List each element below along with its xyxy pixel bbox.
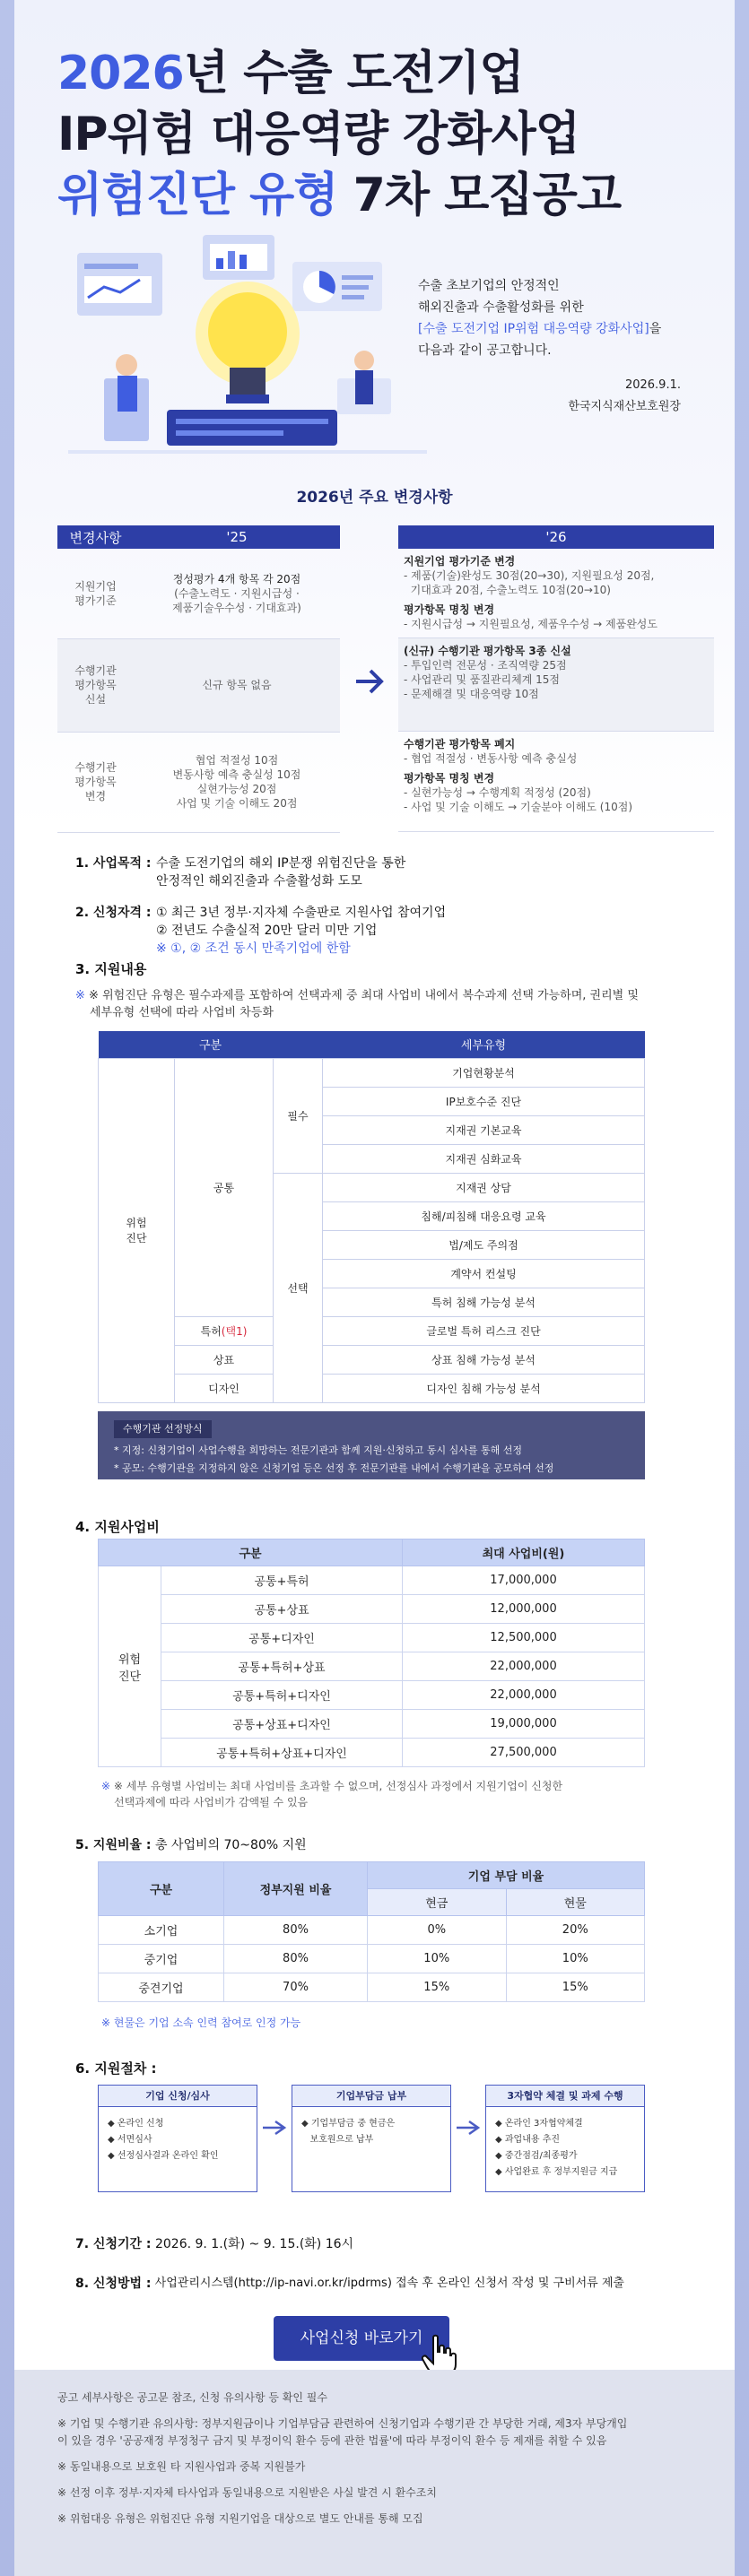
- new-line: - 사업 및 기술 이해도 → 기술분야 이해도 (10점): [404, 801, 633, 813]
- old-line: 정성평가 4개 항목 각 20점: [172, 572, 301, 585]
- eligibility-line: ① 최근 3년 정부·지자체 수출판로 지원사업 참여기업: [156, 906, 447, 920]
- section-key: 1. 사업목적 :: [75, 856, 152, 871]
- footer-line: ※ 동일내용으로 보호원 타 지원사업과 중복 지원불가: [57, 2460, 306, 2473]
- old-row-content: [134, 732, 340, 832]
- new-block-title: 지원기업 평가기준 변경: [404, 555, 516, 568]
- method-row: [75, 2275, 624, 2293]
- step-title: 기업부담금 납부: [292, 2086, 450, 2107]
- risk-diagnosis-cell: 위험 진단: [99, 1058, 175, 1402]
- step-item: ◆ 온라인 신청: [108, 2119, 164, 2129]
- footer-notes: [14, 2370, 735, 2576]
- budget-type: 공통+특허+상표: [161, 1652, 403, 1681]
- headline-type: 위험진단 유형: [57, 169, 338, 222]
- changes-new-table: [398, 525, 714, 832]
- select-cell: 선택: [274, 1173, 323, 1402]
- purpose-row: [75, 854, 405, 890]
- support-types-table: [98, 1031, 645, 1403]
- company-size: 소기업: [99, 1916, 224, 1945]
- old-row-label: 수행기관 평가항목 변경: [57, 732, 134, 832]
- in-kind-ratio: 15%: [506, 1973, 645, 2002]
- th-category: 구분: [99, 1862, 224, 1916]
- headline-year: 2026: [57, 47, 184, 100]
- headline-line-3: [57, 165, 621, 226]
- gov-ratio: 80%: [224, 1916, 368, 1945]
- new-line: - 투입인력 전문성 · 조직역량 25점: [404, 659, 567, 672]
- common-cell: 공통: [175, 1058, 274, 1316]
- selection-method-box: [98, 1411, 645, 1479]
- section-eligibility: [75, 904, 446, 958]
- intro-line-2: 해외진출과 수출활성화를 위한: [418, 300, 584, 315]
- section-purpose: [75, 854, 405, 890]
- old-line: 사업 및 기술 이해도 20점: [176, 797, 298, 810]
- section-support-content: [75, 959, 639, 1021]
- subtype-cell: 지재권 상담: [323, 1173, 645, 1201]
- subtype-cell: 침해/피침해 대응요령 교육: [323, 1201, 645, 1230]
- intro-line-3-rest: 을: [649, 322, 662, 336]
- in-kind-ratio: 20%: [506, 1916, 645, 1945]
- th-category: 구분: [99, 1540, 403, 1566]
- section-title: 4. 지원사업비: [75, 1519, 160, 1535]
- subtype-cell: IP보호수준 진단: [323, 1087, 645, 1115]
- budget-amount: 22,000,000: [403, 1681, 645, 1710]
- old-line: 신규 항목 없음: [202, 679, 272, 691]
- intro-text: [418, 275, 723, 361]
- ratio-row: [75, 1836, 307, 1854]
- section-method: [75, 2275, 624, 2293]
- budget-amount: 19,000,000: [403, 1710, 645, 1739]
- th-max-budget: 최대 사업비(원): [403, 1540, 645, 1566]
- budget-note-line-1: ※ ※ 세부 유형별 사업비는 최대 사업비를 초과할 수 없으며, 선정심사 과정에서 지원기업이 신청한: [101, 1780, 563, 1792]
- method-value: 사업관리시스템(http://ip-navi.or.kr/ipdrms) 접속 후 온라인 신청서 작성 및 구비서류 제출: [154, 2277, 624, 2290]
- step-items: [292, 2107, 450, 2157]
- new-block: [398, 549, 714, 638]
- left-border: [0, 0, 14, 2576]
- footer-line: ※ 위험대응 유형은 위험진단 유형 지원기업을 대상으로 별도 안내를 통해 모집: [57, 2512, 423, 2525]
- new-line: - 실현가능성 → 수행계획 적정성 (20점): [404, 786, 591, 799]
- old-row-label: 지원기업 평가기준: [57, 549, 134, 638]
- cash-ratio: 15%: [368, 1973, 507, 2002]
- selection-method-line: * 지정: 신청기업이 사업수행을 희망하는 전문기관과 함께 지원·신청하고 동시 심사를 통해 선정: [114, 1444, 522, 1456]
- budget-amount: 17,000,000: [403, 1566, 645, 1595]
- period-row: [75, 2235, 353, 2253]
- patent-label: 특허: [200, 1324, 222, 1338]
- budget-type: 공통+특허: [161, 1566, 403, 1595]
- new-block: [398, 732, 714, 832]
- support-note-text: ※ 위험진단 유형은 필수과제를 포함하여 선택과제 중 최대 사업비 내에서 복수과제 선택 가능하며, 권리별 및: [89, 989, 639, 1002]
- eligibility-line: ② 전년도 수출실적 20만 달러 미만 기업: [156, 924, 378, 938]
- budget-type: 공통+상표: [161, 1595, 403, 1624]
- changes-title: 2026년 주요 변경사항: [296, 489, 453, 507]
- th-category: 구분: [99, 1031, 323, 1058]
- procedure-step: [485, 2085, 645, 2192]
- ratio-summary: 총 사업비의 70~80% 지원: [154, 1838, 307, 1852]
- th-subtype: 세부유형: [323, 1031, 645, 1058]
- budget-type: 공통+상표+디자인: [161, 1710, 403, 1739]
- new-line: - 지원시급성 → 지원필요성, 제품우수성 → 제품완성도: [404, 618, 658, 630]
- budget-note: [101, 1778, 649, 1810]
- new-block-title: 평가항목 명칭 변경: [404, 772, 495, 785]
- gov-ratio: 80%: [224, 1945, 368, 1973]
- eligibility-value: [156, 904, 446, 958]
- footer-line-part: ※ 기업 및 수행기관 유의사항: 정부지원금이나 기업부담금 관련하여 신청기업과 수행기관 간 부당한 거래, 제3자 부당개입: [57, 2417, 628, 2430]
- selection-method-line: * 공모: 수행기관을 지정하지 않은 신청기업 등은 선정 후 전문기관를 내에서 수행기관을 공모하여 선정: [114, 1462, 554, 1474]
- new-block-title: 수행기관 평가항목 폐지: [404, 738, 516, 750]
- th-gov-ratio: 정부지원 비율: [224, 1862, 368, 1916]
- company-size: 중기업: [99, 1945, 224, 1973]
- lightbulb-illustration: [68, 235, 427, 464]
- ratio-table: [98, 1861, 645, 2002]
- subtype-cell: 법/제도 주의점: [323, 1230, 645, 1259]
- section-key: 7. 신청기간 :: [75, 2237, 152, 2251]
- ratio-note: [101, 2015, 300, 2031]
- subtype-cell: 계약서 컨설팅: [323, 1259, 645, 1288]
- company-size: 중견기업: [99, 1973, 224, 2002]
- step-item: ◆ 기업부담금 중 현금은: [301, 2119, 396, 2129]
- step-item: ◆ 온라인 3자협약체결: [495, 2119, 583, 2129]
- headline-line-2: IP위험 대응역량 강화사업: [57, 108, 579, 161]
- patent-choose-one: (택1): [221, 1324, 248, 1338]
- support-note-line-2: 세부유형 선택에 따라 사업비 차등화: [90, 1006, 274, 1019]
- announce-date: 2026.9.1.: [624, 378, 681, 392]
- step-item: ◆ 선정심사결과 온라인 확인: [108, 2151, 219, 2161]
- new-line: - 제품(기술)완성도 30점(20→30), 지원필요성 20점,: [404, 569, 655, 582]
- th-cash: 현금: [368, 1889, 507, 1916]
- budget-type: 공통+특허+디자인: [161, 1681, 403, 1710]
- old-head-year: '25: [134, 525, 340, 549]
- headline-line1-text: 년 수출 도전기업: [183, 47, 524, 100]
- patent-cell: [175, 1316, 274, 1345]
- step-item: 보호원으로 납부: [301, 2135, 374, 2145]
- section-title: 6. 지원절차 :: [75, 2060, 157, 2077]
- procedure-steps: [98, 2085, 645, 2192]
- apply-button[interactable]: 사업신청 바로가기: [274, 2316, 449, 2361]
- support-note: [75, 987, 639, 1021]
- eligibility-row: [75, 904, 446, 958]
- old-row-label: 수행기관 평가항목 신설: [57, 638, 134, 732]
- footer-line: 공고 세부사항은 공고문 참조, 신청 유의사항 등 확인 필수: [57, 2391, 327, 2404]
- arrow-right-icon: [257, 2119, 292, 2140]
- new-line: 기대효과 20점, 수출노력도 10점(20→10): [404, 584, 611, 596]
- old-row-content: [134, 549, 340, 638]
- th-in-kind: 현물: [506, 1889, 645, 1916]
- support-note-line-1: ※ ※ 위험진단 유형은 필수과제를 포함하여 선택과제 중 최대 사업비 내에서 복수과제 선택 가능하며, 권리별 및: [75, 989, 639, 1002]
- budget-type: 공통+디자인: [161, 1624, 403, 1652]
- subtype-cell: 지재권 기본교육: [323, 1115, 645, 1144]
- risk-diagnosis-cell: 위험 진단: [99, 1566, 161, 1767]
- design-cell: 디자인: [175, 1374, 274, 1402]
- section-budget: [75, 1517, 160, 1536]
- step-title: 기업 신청/심사: [99, 2086, 257, 2107]
- footer-line: ※ 선정 이후 정부·지자체 타사업과 동일내용으로 지원받은 사실 발견 시 환수조치: [57, 2486, 437, 2499]
- footer-line: [57, 2416, 692, 2450]
- section-key: 8. 신청방법 :: [75, 2277, 152, 2291]
- subtype-cell: 상표 침해 가능성 분석: [323, 1345, 645, 1374]
- ratio-note-text: ※ 현물은 기업 소속 인력 참여로 인정 가능: [101, 2017, 301, 2029]
- old-line: 변동사항 예측 충실성 10점: [172, 768, 301, 781]
- old-line: 협업 적절성 10점: [195, 754, 279, 767]
- purpose-line: 안정적인 해외진출과 수출활성화 도모: [156, 874, 362, 889]
- step-items: [99, 2107, 257, 2173]
- arrow-right-icon: [351, 664, 387, 699]
- new-line: - 문제해결 및 대응역량 10점: [404, 688, 539, 700]
- changes-old-table: [57, 525, 340, 833]
- budget-amount: 22,000,000: [403, 1652, 645, 1681]
- step-title: 3자협약 체결 및 과제 수행: [486, 2086, 644, 2107]
- new-block-title: (신규) 수행기관 평가항목 3종 신설: [404, 645, 571, 657]
- old-line: (수출노력도 · 지원시급성 ·: [174, 586, 300, 600]
- subtype-cell: 지재권 심화교육: [323, 1144, 645, 1173]
- step-item: ◆ 사업완료 후 정부지원금 지급: [495, 2167, 618, 2177]
- announce-org: 한국지식재산보호원장: [568, 400, 681, 413]
- step-item: ◆ 서면심사: [108, 2135, 152, 2145]
- intro-line-1: 수출 초보기업의 안정적인: [418, 279, 560, 293]
- old-line: 제품기술우수성 · 기대효과): [172, 601, 301, 614]
- intro-line-3: [418, 318, 723, 340]
- signature: [568, 375, 681, 418]
- section-key: 2. 신청자격 :: [75, 906, 152, 920]
- th-company-ratio: 기업 부담 비율: [368, 1862, 645, 1889]
- section-key: 5. 지원비율 :: [75, 1838, 152, 1852]
- cash-ratio: 0%: [368, 1916, 507, 1945]
- hero-section: [14, 0, 735, 829]
- new-block: [398, 638, 714, 732]
- program-name: [수출 도전기업 IP위험 대응역량 강화사업]: [418, 322, 649, 336]
- headline-line3-text: 7차 모집공고: [337, 169, 622, 222]
- section-ratio: [75, 1836, 307, 1854]
- budget-note-text: ※ 세부 유형별 사업비는 최대 사업비를 초과할 수 없으며, 선정심사 과정에서 지원기업이 신청한: [113, 1780, 563, 1792]
- selection-method-tag: 수행기관 선정방식: [114, 1420, 212, 1438]
- budget-amount: 12,000,000: [403, 1595, 645, 1624]
- old-head-label: 변경사항: [57, 525, 134, 549]
- step-item: ◆ 중간점검/최종평가: [495, 2151, 578, 2161]
- headline-line-1: [57, 43, 621, 104]
- subtype-cell: 특허 침해 가능성 분석: [323, 1288, 645, 1316]
- new-line: - 사업관리 및 품질관리체계 15점: [404, 673, 560, 686]
- section-period: [75, 2235, 353, 2253]
- new-block-title: 평가항목 명칭 변경: [404, 603, 495, 616]
- gov-ratio: 70%: [224, 1973, 368, 2002]
- budget-note-line-2: 선택과제에 따라 사업비가 감액될 수 있음: [114, 1796, 309, 1808]
- purpose-line: 수출 도전기업의 해외 IP분쟁 위험진단을 통한: [156, 856, 406, 871]
- headline: [57, 43, 621, 226]
- eligibility-note: ※ ①, ② 조건 동시 만족기업에 한함: [156, 941, 351, 956]
- procedure-step: [292, 2085, 451, 2192]
- trademark-cell: 상표: [175, 1345, 274, 1374]
- new-head-year: '26: [398, 525, 714, 549]
- required-cell: 필수: [274, 1058, 323, 1173]
- budget-table: [98, 1539, 645, 1767]
- budget-amount: 27,500,000: [403, 1739, 645, 1767]
- cash-ratio: 10%: [368, 1945, 507, 1973]
- in-kind-ratio: 10%: [506, 1945, 645, 1973]
- old-line: 실현가능성 20점: [196, 783, 277, 795]
- procedure-step: [98, 2085, 257, 2192]
- period-value: 2026. 9. 1.(화) ~ 9. 15.(화) 16시: [154, 2237, 354, 2251]
- right-border: [735, 0, 749, 2576]
- section-title: 3. 지원내용: [75, 961, 147, 977]
- new-line: - 협업 적절성 · 변동사항 예측 충실성: [404, 752, 578, 765]
- arrow-right-icon: [451, 2119, 485, 2140]
- step-items: [486, 2107, 644, 2190]
- intro-line-4: 다음과 같이 공고합니다.: [418, 343, 552, 358]
- section-procedure: [75, 2059, 157, 2077]
- subtype-cell: 기업현황분석: [323, 1058, 645, 1087]
- subtype-cell: 글로벌 특허 리스크 진단: [323, 1316, 645, 1345]
- purpose-value: [156, 854, 405, 890]
- footer-line-part: 이 있을 경우 '공공재정 부정청구 금지 및 부정이익 환수 등에 관한 법률'에 따라 부정이익 환수 등 제재를 취할 수 있음: [57, 2434, 607, 2447]
- subtype-cell: 디자인 침해 가능성 분석: [323, 1374, 645, 1402]
- budget-type: 공통+특허+상표+디자인: [161, 1739, 403, 1767]
- old-row-content: [134, 638, 340, 732]
- budget-amount: 12,500,000: [403, 1624, 645, 1652]
- step-item: ◆ 과업내용 추진: [495, 2135, 561, 2145]
